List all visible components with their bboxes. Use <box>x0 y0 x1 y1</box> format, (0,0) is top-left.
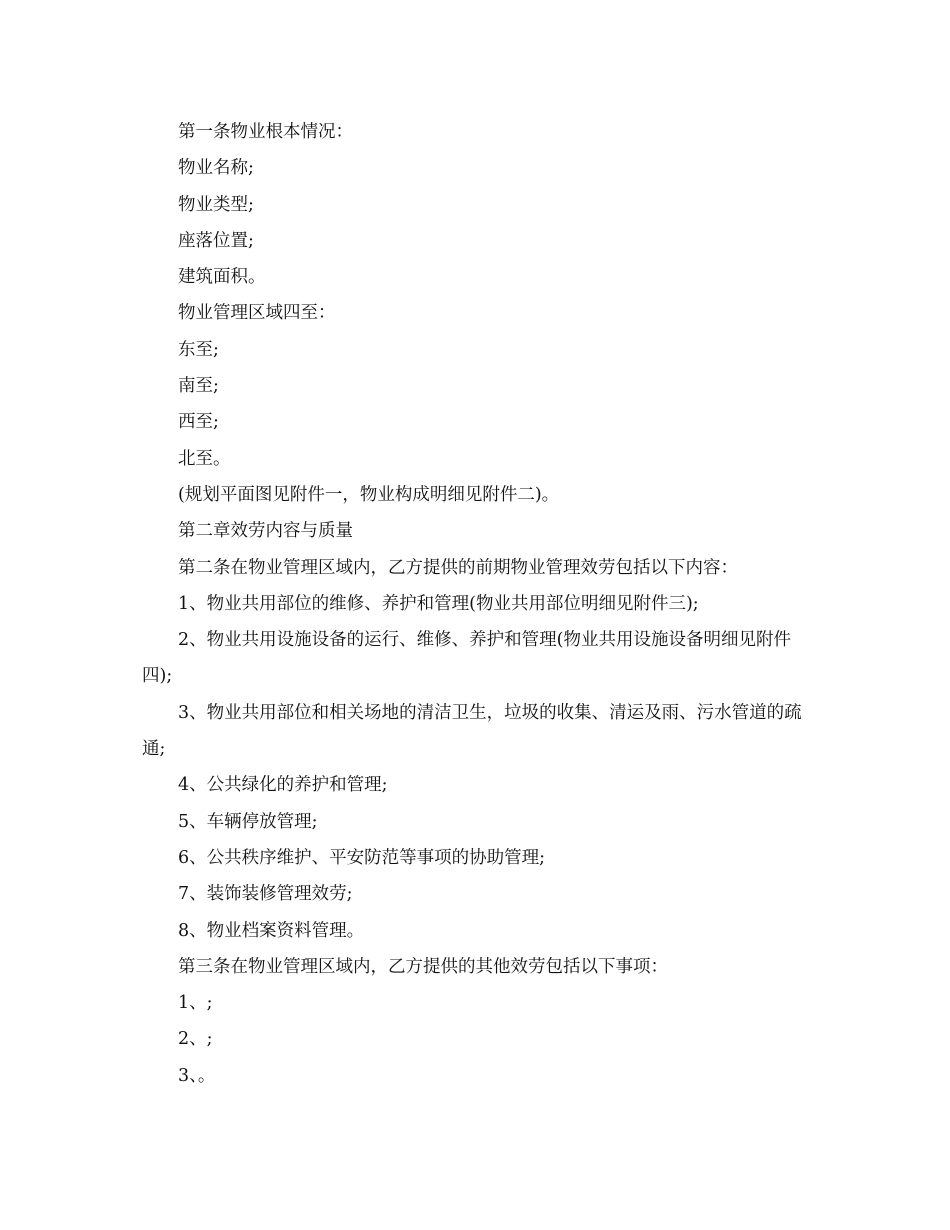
document-body <box>142 114 807 1094</box>
boundary-east: 东至; <box>178 339 219 360</box>
boundary-south: 南至; <box>178 376 219 397</box>
service-item-5: 5、车辆停放管理; <box>178 811 318 832</box>
service-item-6: 6、公共秩序维护、平安防范等事项的协助管理; <box>178 847 546 868</box>
article-1-heading: 第一条物业根本情况： <box>178 122 353 142</box>
service-item-7: 7、装饰装修管理效劳; <box>178 884 353 905</box>
other-service-item-3: 3、。 <box>178 1065 216 1086</box>
property-location-line: 座落位置; <box>178 230 254 251</box>
service-item-4: 4、公共绿化的养护和管理; <box>178 775 388 796</box>
chapter-2-heading: 第二章效劳内容与质量 <box>178 521 353 542</box>
boundary-north: 北至。 <box>178 448 231 469</box>
building-area-line: 建筑面积。 <box>178 267 266 288</box>
article-2-intro: 第二条在物业管理区域内，乙方提供的前期物业管理效劳包括以下内容： <box>178 557 738 578</box>
service-item-3: 3、物业共用部位和相关场地的清洁卫生，垃圾的收集、清运及雨、污水管道的疏通; <box>142 702 802 760</box>
attachments-note: (规划平面图见附件一，物业构成明细见附件二)。 <box>178 484 560 505</box>
other-service-item-2: 2、; <box>178 1029 213 1050</box>
service-item-1: 1、物业共用部位的维修、养护和管理(物业共用部位明细见附件三); <box>178 593 699 614</box>
service-item-8: 8、物业档案资料管理。 <box>178 920 365 941</box>
boundary-west: 西至; <box>178 412 219 433</box>
boundaries-heading: 物业管理区域四至： <box>178 303 336 324</box>
property-type-line: 物业类型; <box>178 194 254 215</box>
property-name-line: 物业名称; <box>178 158 254 179</box>
service-item-2: 2、物业共用设施设备的运行、维修、养护和管理(物业共用设施设备明细见附件四); <box>142 630 791 687</box>
article-3-intro: 第三条在物业管理区域内，乙方提供的其他效劳包括以下事项： <box>178 956 668 977</box>
other-service-item-1: 1、; <box>178 993 213 1014</box>
